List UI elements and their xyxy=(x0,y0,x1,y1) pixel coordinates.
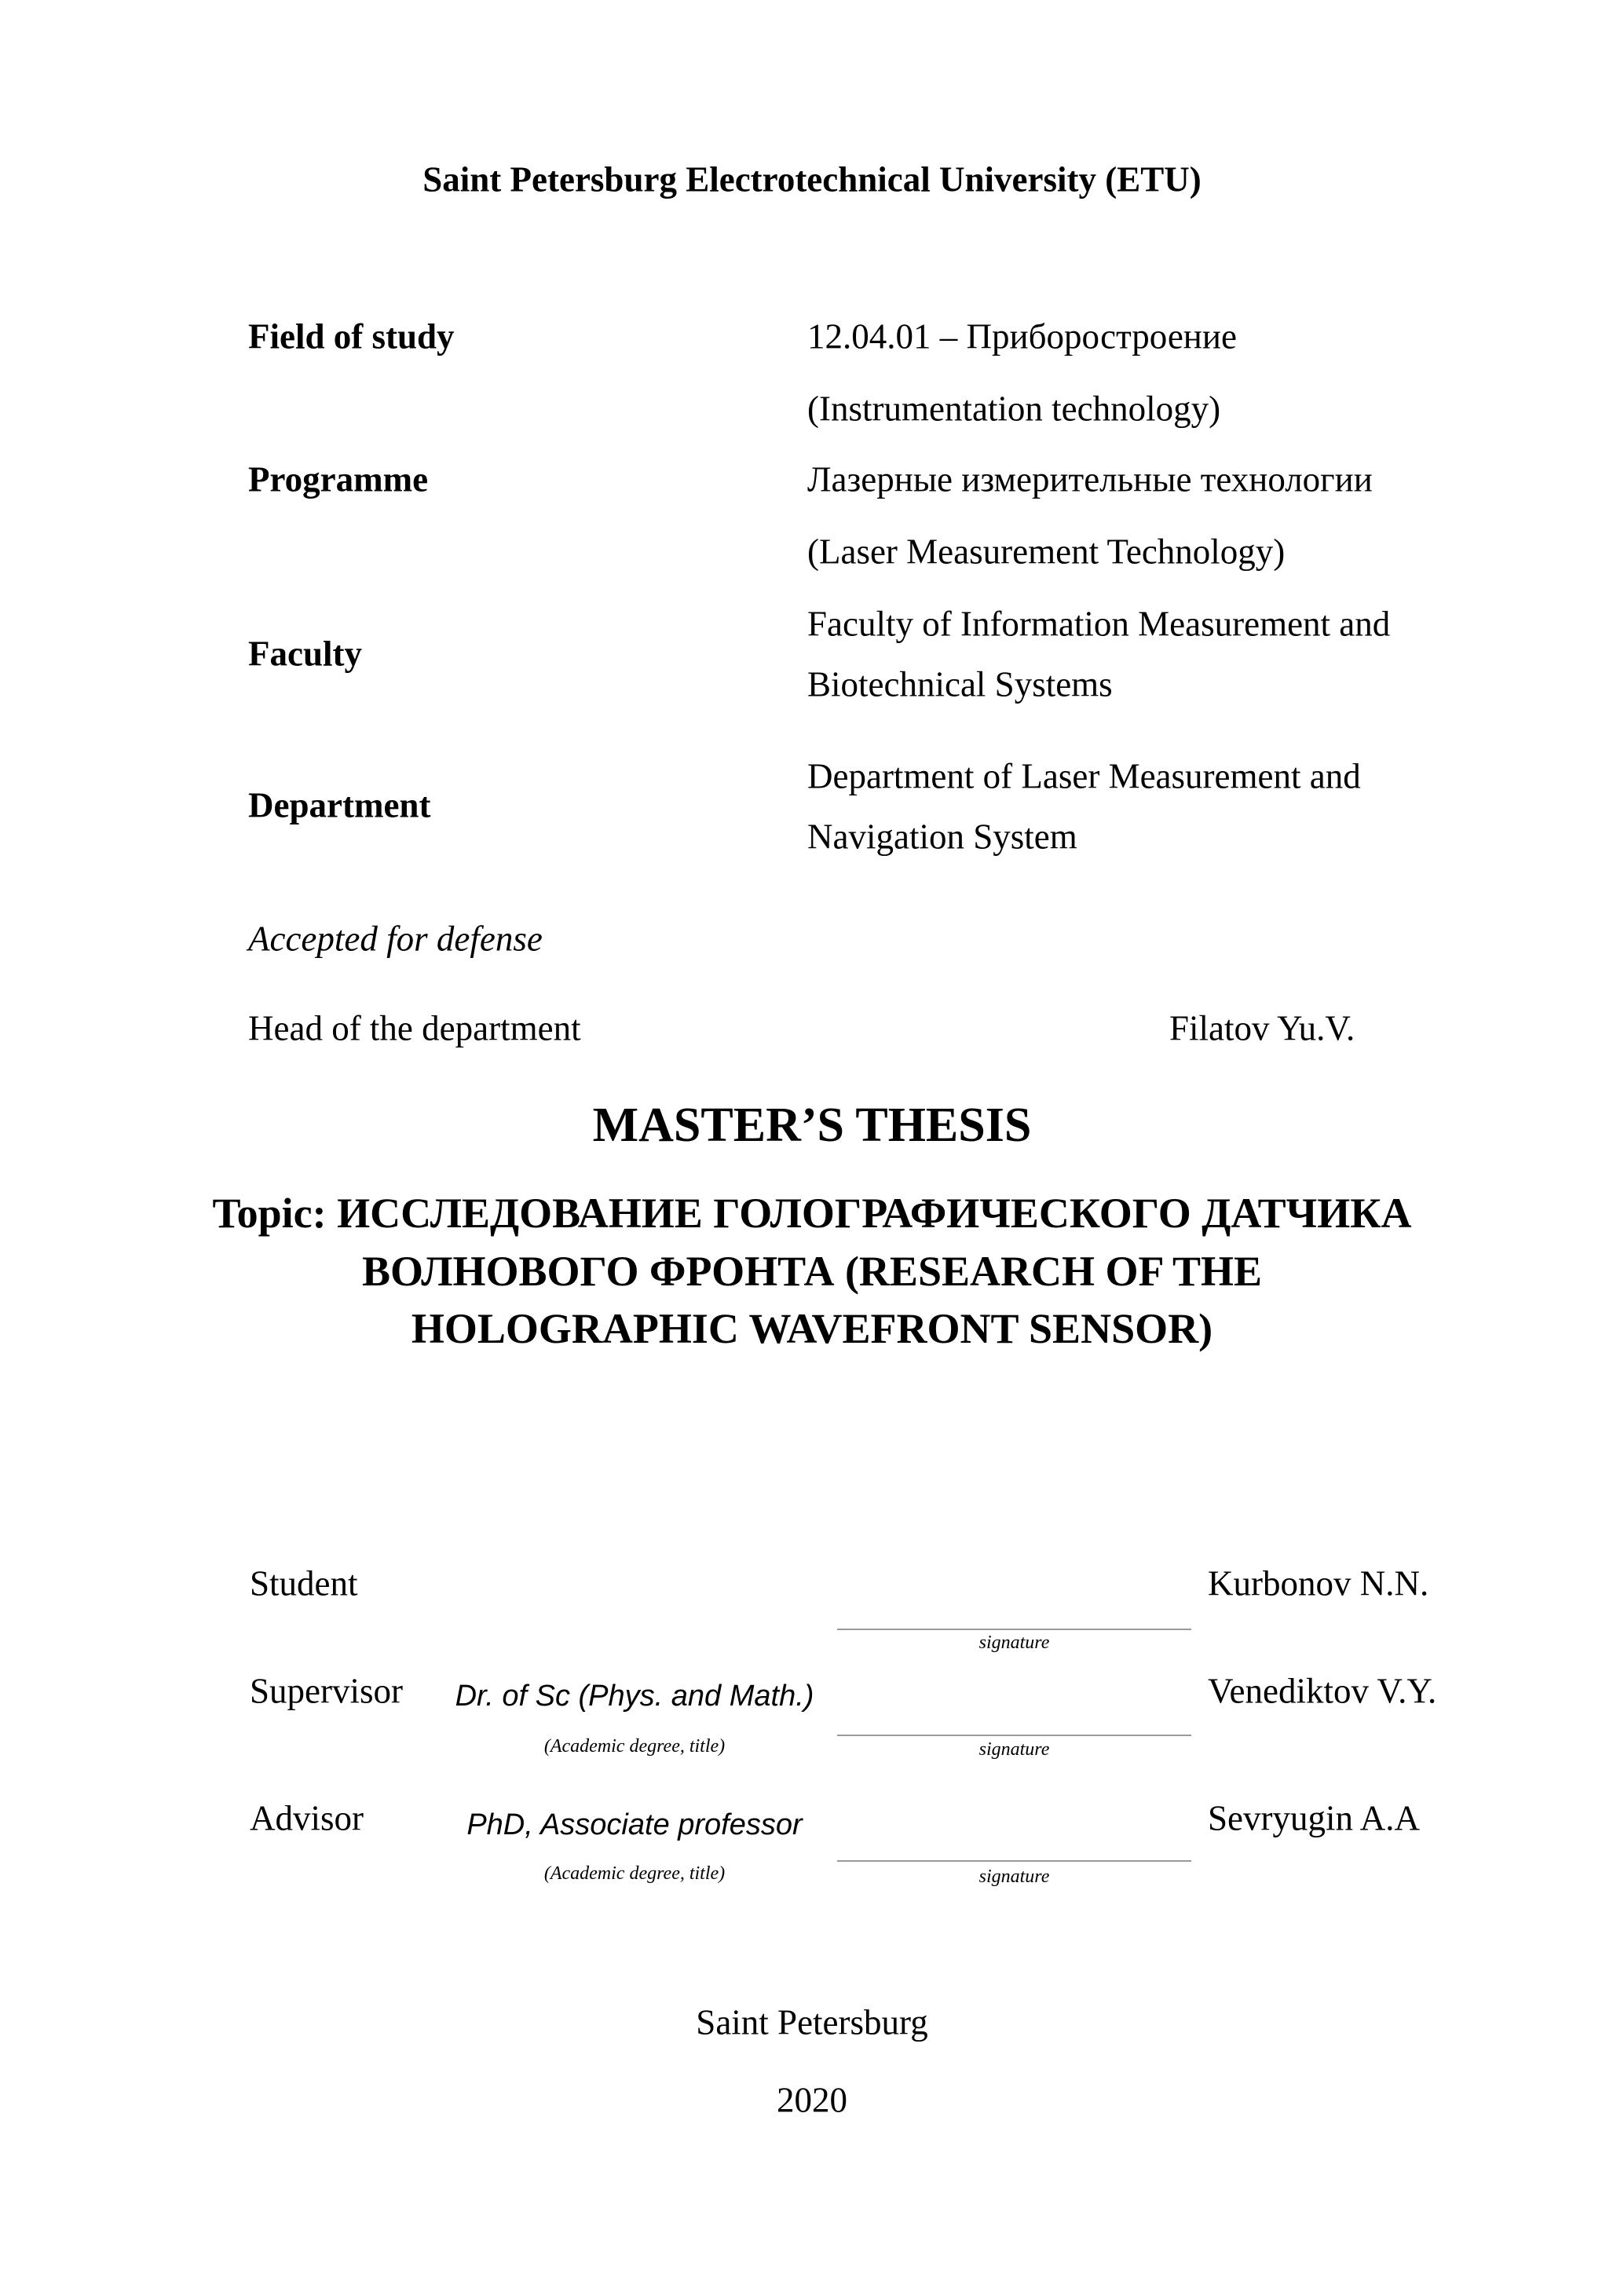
thesis-type: MASTER’S THESIS xyxy=(592,1099,1032,1152)
head-label: Head of the department xyxy=(248,1008,581,1048)
topic-line-2: ВОЛНОВОГО ФРОНТА (RESEARCH OF THE xyxy=(361,1248,1263,1295)
supervisor-degree-caption: (Academic degree, title) xyxy=(543,1736,726,1757)
field-label: Field of study xyxy=(248,316,455,356)
accepted-for-defense: Accepted for defense xyxy=(248,919,543,959)
university-name: Saint Petersburg Electrotechnical University (ETU) xyxy=(422,159,1202,199)
field-value: 12.04.01 – Приборостроение xyxy=(807,316,1237,356)
programme-value-translation: (Laser Measurement Technology) xyxy=(807,532,1286,572)
student-label: Student xyxy=(250,1563,358,1603)
advisor-signature-line xyxy=(837,1860,1191,1862)
supervisor-signature-line xyxy=(837,1735,1191,1736)
supervisor-name: Venediktov V.Y. xyxy=(1208,1671,1437,1711)
supervisor-signature-caption: signature xyxy=(978,1739,1050,1760)
topic-line-3: HOLOGRAPHIC WAVEFRONT SENSOR) xyxy=(411,1305,1213,1352)
supervisor-degree: Dr. of Sc (Phys. and Math.) xyxy=(455,1680,814,1713)
faculty-value-line2: Biotechnical Systems xyxy=(807,664,1113,704)
advisor-label: Advisor xyxy=(250,1798,364,1838)
student-signature-line xyxy=(837,1629,1191,1630)
year: 2020 xyxy=(777,2080,847,2120)
field-value-translation: (Instrumentation technology) xyxy=(807,389,1221,429)
student-name: Kurbonov N.N. xyxy=(1208,1563,1429,1603)
department-label: Department xyxy=(248,785,431,825)
department-value-line1: Department of Laser Measurement and xyxy=(807,756,1361,796)
advisor-degree-caption: (Academic degree, title) xyxy=(543,1863,726,1884)
head-name: Filatov Yu.V. xyxy=(1169,1008,1355,1048)
advisor-name: Sevryugin A.A xyxy=(1208,1798,1420,1838)
programme-value: Лазерные измерительные технологии xyxy=(807,459,1373,499)
city: Saint Petersburg xyxy=(696,2002,928,2042)
topic-line-1: Topic: ИССЛЕДОВАНИЕ ГОЛОГРАФИЧЕСКОГО ДАТЧИКА xyxy=(212,1190,1412,1237)
programme-label: Programme xyxy=(248,459,429,499)
faculty-value-line1: Faculty of Information Measurement and xyxy=(807,604,1391,644)
advisor-signature-caption: signature xyxy=(978,1866,1050,1887)
supervisor-label: Supervisor xyxy=(250,1671,403,1711)
advisor-degree: PhD, Associate professor xyxy=(466,1808,803,1841)
student-signature-caption: signature xyxy=(978,1632,1050,1653)
faculty-label: Faculty xyxy=(248,634,362,674)
department-value-line2: Navigation System xyxy=(807,817,1077,857)
